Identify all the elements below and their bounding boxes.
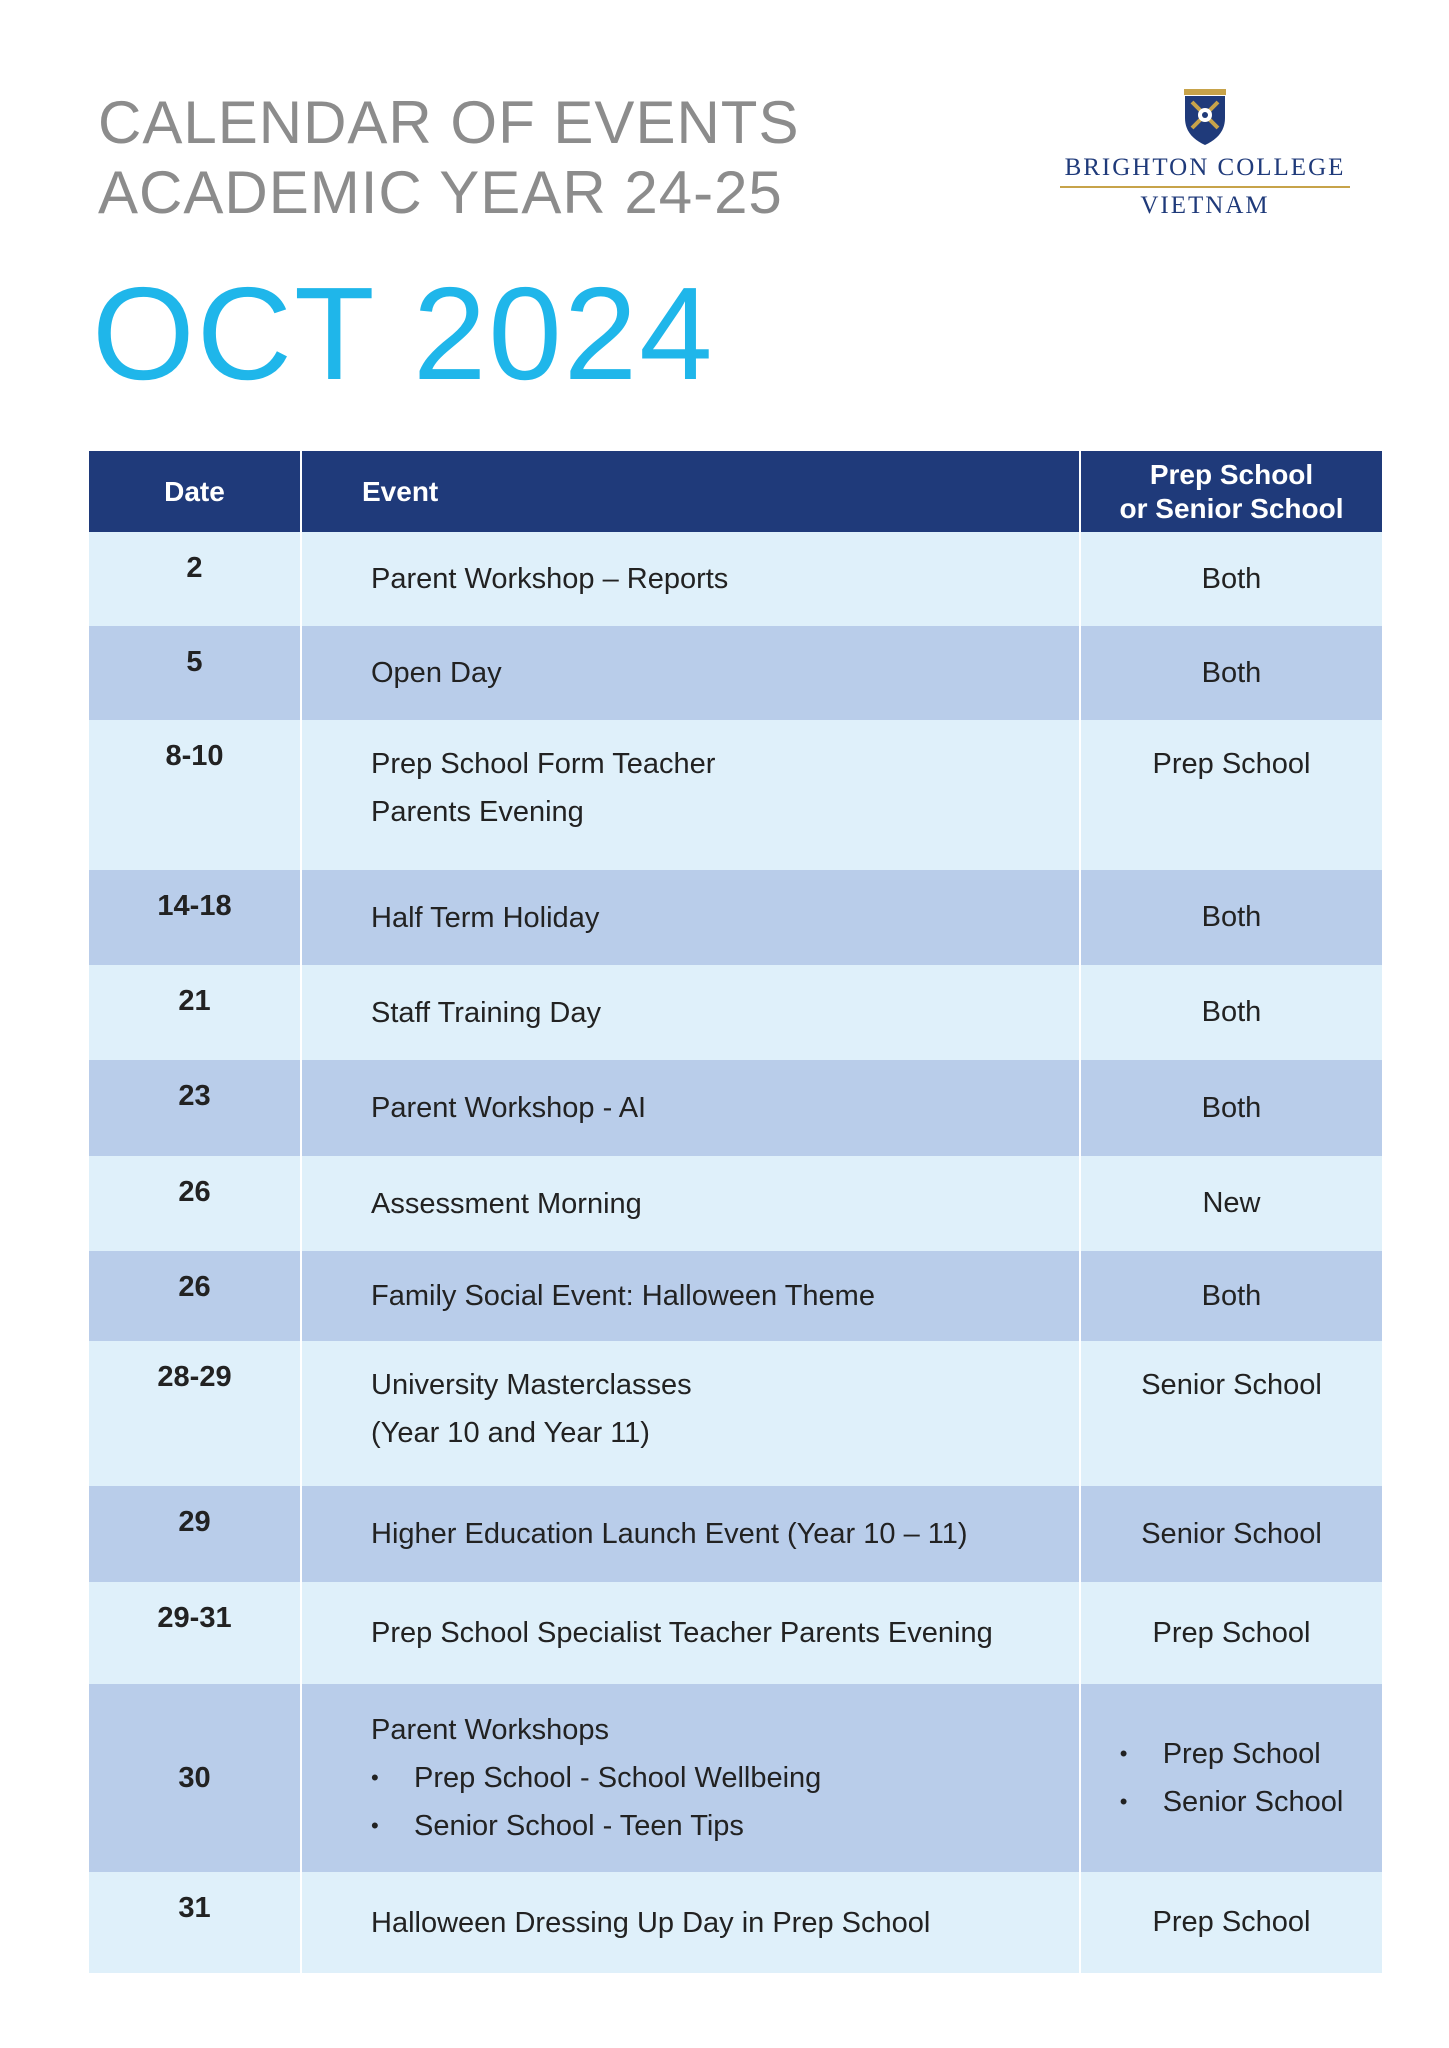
event-school: Both: [1080, 532, 1382, 626]
event-title: Parent Workshops: [371, 1714, 610, 1746]
event-name: [301, 1341, 1080, 1486]
event-name-line1: Prep School Form Teacher: [371, 748, 716, 780]
school-logo: [1060, 88, 1350, 220]
event-name: Parent Workshop – Reports: [301, 532, 1080, 626]
header-school: [1080, 451, 1382, 532]
event-date: 5: [89, 626, 301, 720]
event-name: Staff Training Day: [301, 965, 1080, 1060]
header-school-line2: or Senior School: [1119, 492, 1344, 524]
table-row: [89, 720, 1382, 870]
event-school: Both: [1080, 965, 1382, 1060]
event-date: 2: [89, 532, 301, 626]
event-name: Prep School Specialist Teacher Parents Evening: [301, 1582, 1080, 1684]
event-date: 26: [89, 1251, 301, 1341]
event-school: [1080, 1684, 1382, 1872]
school-items-list: [1120, 1730, 1344, 1826]
event-school: Both: [1080, 870, 1382, 965]
logo-name-line1: BRIGHTON COLLEGE: [1064, 154, 1346, 181]
event-name: Assessment Morning: [301, 1156, 1080, 1251]
table-row: [89, 626, 1382, 720]
table-row: [89, 965, 1382, 1060]
table-row: [89, 1251, 1382, 1341]
table-header-row: [89, 451, 1382, 532]
event-school: Prep School: [1080, 1872, 1382, 1973]
event-school: Prep School: [1080, 720, 1382, 870]
events-table: [89, 451, 1382, 1973]
list-item: • Prep School - School Wellbeing: [371, 1754, 1079, 1802]
event-name: Halloween Dressing Up Day in Prep School: [301, 1872, 1080, 1973]
event-school: Senior School: [1080, 1341, 1382, 1486]
header-date: Date: [89, 451, 301, 532]
event-name: [301, 1684, 1080, 1872]
table-row: [89, 1872, 1382, 1973]
event-name-line1: University Masterclasses: [371, 1369, 692, 1401]
event-school: New: [1080, 1156, 1382, 1251]
table-row: [89, 1582, 1382, 1684]
header-school-line1: Prep School: [1149, 458, 1314, 490]
table-row: [89, 1060, 1382, 1156]
event-school: Both: [1080, 1251, 1382, 1341]
event-name-line2: (Year 10 and Year 11): [371, 1417, 650, 1449]
table-row: [89, 1486, 1382, 1582]
event-date: 31: [89, 1872, 301, 1973]
event-name: Family Social Event: Halloween Theme: [301, 1251, 1080, 1341]
event-name: [301, 720, 1080, 870]
event-school: Senior School: [1080, 1486, 1382, 1582]
header-event: Event: [301, 451, 1080, 532]
month-heading: OCT 2024: [92, 260, 715, 407]
calendar-title: [98, 88, 799, 228]
event-date: 14-18: [89, 870, 301, 965]
crest-icon: [1182, 88, 1228, 146]
event-date: 21: [89, 965, 301, 1060]
event-school: Both: [1080, 626, 1382, 720]
list-item: • Prep School: [1120, 1730, 1344, 1778]
table-row: [89, 870, 1382, 965]
event-school: Both: [1080, 1060, 1382, 1156]
table-row: [89, 532, 1382, 626]
event-name: Open Day: [301, 626, 1080, 720]
event-date: 8-10: [89, 720, 301, 870]
calendar-title-line2: ACADEMIC YEAR 24-25: [98, 159, 783, 226]
logo-name-line2: VIETNAM: [1140, 192, 1270, 219]
event-items-list: [371, 1754, 1079, 1850]
table-row: [89, 1341, 1382, 1486]
table-row: [89, 1684, 1382, 1872]
event-name: Half Term Holiday: [301, 870, 1080, 965]
event-name-line2: Parents Evening: [371, 796, 584, 828]
event-date: 29: [89, 1486, 301, 1582]
event-date: 26: [89, 1156, 301, 1251]
event-name: Higher Education Launch Event (Year 10 – 11): [301, 1486, 1080, 1582]
event-date: 30: [89, 1684, 301, 1872]
calendar-title-line1: CALENDAR OF EVENTS: [98, 89, 800, 156]
table-row: [89, 1156, 1382, 1251]
event-date: 23: [89, 1060, 301, 1156]
list-item: • Senior School: [1120, 1778, 1344, 1826]
event-date: 29-31: [89, 1582, 301, 1684]
event-date: 28-29: [89, 1341, 301, 1486]
event-school: Prep School: [1080, 1582, 1382, 1684]
list-item: • Senior School - Teen Tips: [371, 1802, 1079, 1850]
logo-divider: [1060, 186, 1350, 188]
event-name: Parent Workshop - AI: [301, 1060, 1080, 1156]
